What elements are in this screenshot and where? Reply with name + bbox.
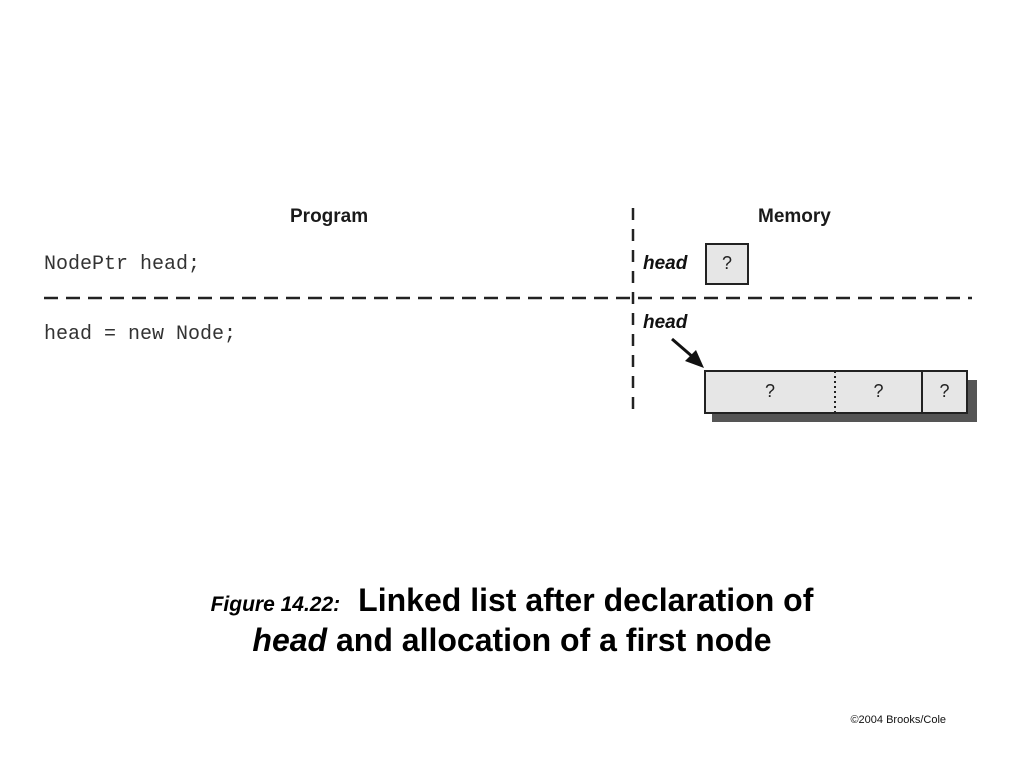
caption-line-1 <box>0 582 1024 619</box>
caption-text-1: Linked list after declaration of <box>358 582 814 618</box>
node-cell-value: ? <box>939 381 950 401</box>
node-cell-value: ? <box>873 381 884 401</box>
node-cell-value: ? <box>764 381 775 401</box>
figure-label: Figure 14.22: <box>210 593 341 616</box>
head-variable-label: head <box>643 253 688 274</box>
pointer-arrow <box>672 339 694 358</box>
allocation-statement: head = new Node; <box>44 323 237 346</box>
caption-line-2 <box>0 622 1024 659</box>
declaration-statement: NodePtr head; <box>44 253 201 276</box>
head-cell-value: ? <box>721 253 732 273</box>
caption-emphasis: head <box>252 622 328 658</box>
head-variable-label-second: head <box>643 312 688 333</box>
program-header: Program <box>290 206 369 227</box>
caption-text-2: and allocation of a first node <box>327 622 772 658</box>
copyright-notice: ©2004 Brooks/Cole <box>850 714 946 726</box>
memory-header: Memory <box>758 206 831 227</box>
